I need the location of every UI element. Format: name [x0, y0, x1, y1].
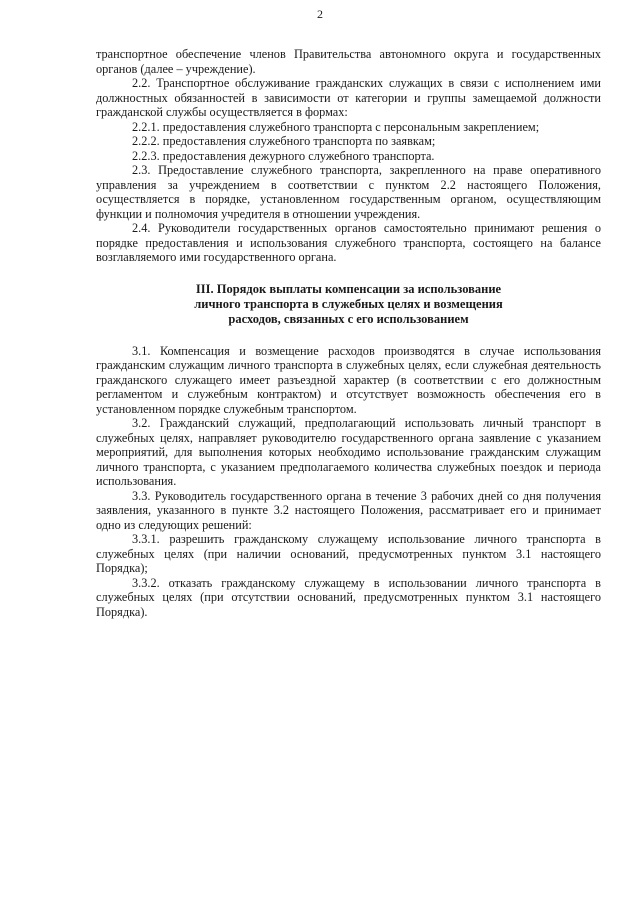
section-heading [96, 282, 601, 327]
section-heading-line-3: расходов, связанных с его использованием [228, 311, 469, 326]
paragraph-3-1: 3.1. Компенсация и возмещение расходов производятся в случае использования гражданским служащим личного транспорта в служебных целях, если служебная деятельность гражданского служащего имеет разъездной характер (в соответствии с его должностным регламентом и служебным контрактом) и отсутствует возможность обеспечения его в установленном порядке служебным транспортом. [96, 343, 601, 416]
paragraph-2-3: 2.3. Предоставление служебного транспорта, закрепленного на праве оперативного управления за учреждением в соответствии с пунктом 2.2 настоящего Положения, осуществляется в порядке, установленном государственным органом, осуществляющим функции и полномочия учредителя в отношении учреждения. [96, 163, 601, 221]
document-body [96, 47, 601, 619]
paragraph-3-3-1: 3.3.1. разрешить гражданскому служащему использование личного транспорта в служебных целях (при наличии оснований, предусмотренных пунктом 3.1 настоящего Порядка); [96, 532, 601, 575]
section-heading-line-2: личного транспорта в служебных целях и возмещения [194, 296, 503, 311]
paragraph-continuation: транспортное обеспечение членов Правительства автономного округа и государственных органов (далее – учреждение). [96, 47, 601, 76]
paragraph-2-2-2: 2.2.2. предоставления служебного транспорта по заявкам; [132, 134, 436, 148]
section-heading-line-1: III. Порядок выплаты компенсации за использование [195, 281, 502, 296]
paragraph-3-2: 3.2. Гражданский служащий, предполагающий использовать личный транспорт в служебных целях, направляет руководителю государственного органа заявление с указанием мероприятий, для выполнения которых необходимо использование гражданским служащим личного транспорта, с указанием предполагаемого количества служебных поездок и периода использования. [96, 416, 601, 488]
paragraph-2-2-1: 2.2.1. предоставления служебного транспорта с персональным закреплением; [132, 119, 540, 134]
paragraph-2-2: 2.2. Транспортное обслуживание гражданских служащих в связи с исполнением ими должностных обязанностей в зависимости от категории и группы замещаемой должности гражданской службы осуществляется в формах: [96, 76, 601, 119]
paragraph-2-2-3: 2.2.3. предоставления дежурного служебного транспорта. [132, 148, 435, 163]
paragraph-2-4: 2.4. Руководители государственных органов самостоятельно принимают решения о порядке предоставления и использования служебного транспорта, состоящего на балансе возглавляемого ими государственного органа. [96, 221, 601, 264]
paragraph-3-3-2: 3.3.2. отказать гражданскому служащему в использовании личного транспорта в служебных целях (при отсутствии оснований, предусмотренных пунктом 3.1 настоящего Порядка). [96, 575, 601, 619]
page-number: 2 [317, 7, 323, 21]
paragraph-3-3: 3.3. Руководитель государственного органа в течение 3 рабочих дней со дня получения заявления, указанного в пункте 3.2 настоящего Положения, рассматривает его и принимает одно из следующих решений: [96, 488, 601, 532]
